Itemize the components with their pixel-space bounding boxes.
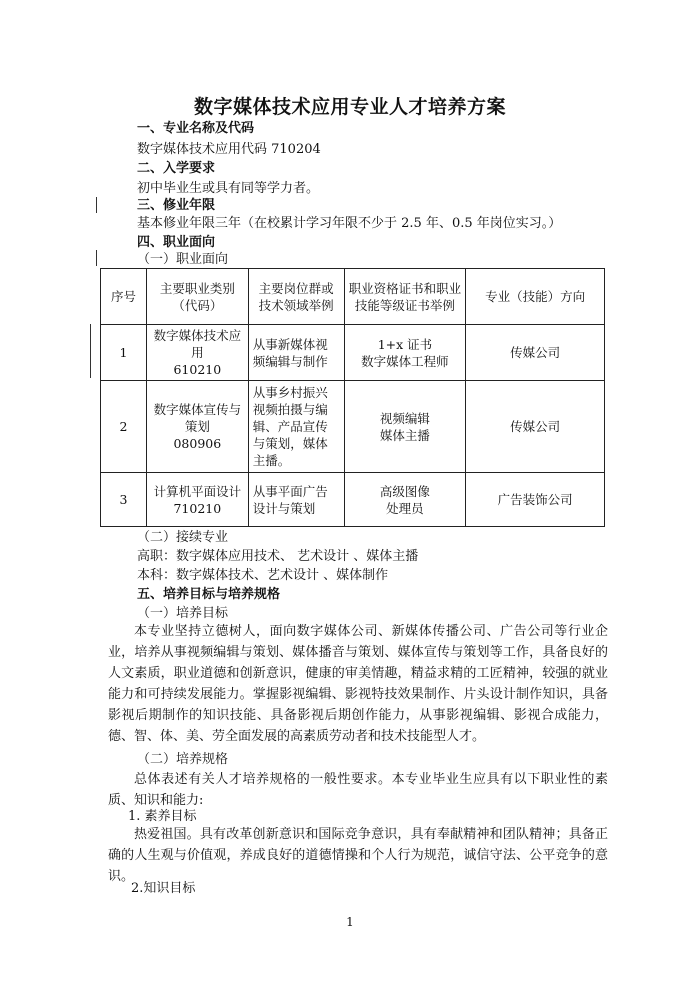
quality-text: 热爱祖国。具有改革创新意识和国际竞争意识，具有奉献精神和团队精神；具备正确的人生观与价值观，养成良好的道德情操和个人行为规范，诚信守法、公平竞争的意识。 (108, 827, 608, 884)
direction: 广告装饰公司 (466, 473, 605, 527)
certificate: 数字媒体工程师 (361, 353, 449, 369)
certificate: 视频编辑 (379, 410, 430, 426)
item-1-heading: 1. 素养目标 (128, 809, 197, 824)
section-4-sub1: （一）职业面向 (137, 252, 229, 267)
table-row (101, 325, 605, 381)
section-5-sub1: （一）培养目标 (137, 606, 229, 621)
row-number: 1 (101, 325, 147, 381)
row-number: 2 (101, 381, 147, 473)
category-name: 计算机平面设计 (153, 483, 242, 499)
section-5-heading: 五、培养目标与培养规格 (137, 587, 281, 602)
table-header-cell: 主要岗位群或技术领域举例 (248, 269, 344, 325)
certificate: 高级图像 (379, 483, 430, 499)
position-examples: 从事平面广告设计与策划 (248, 473, 344, 527)
spec-paragraph (108, 769, 608, 811)
certificate: 处理员 (386, 500, 424, 516)
job-category (146, 325, 248, 381)
direction: 传媒公司 (466, 381, 605, 473)
undergraduate-majors: 本科：数字媒体技术、艺术设计 、媒体制作 (137, 568, 389, 583)
goal-paragraph (108, 621, 608, 747)
table-header-cell: 主要职业类别（代码） (146, 269, 248, 325)
item-2-heading: 2.知识目标 (131, 881, 196, 896)
category-name: 数字媒体宣传与策划 (153, 402, 242, 434)
category-code: 710210 (173, 500, 222, 516)
section-4-heading: 四、职业面向 (137, 235, 216, 250)
certificate: 1+x 证书 (377, 336, 433, 352)
section-1-heading: 一、专业名称及代码 (137, 121, 255, 136)
revision-bar (96, 250, 97, 266)
section-4-sub2: （二）接续专业 (137, 530, 229, 545)
section-5-sub2: （二）培养规格 (137, 752, 229, 767)
table-row (101, 473, 605, 527)
row-number: 3 (101, 473, 147, 527)
job-category (146, 473, 248, 527)
quality-paragraph (108, 824, 608, 887)
table-header-cell: 序号 (101, 269, 147, 325)
revision-bar (96, 197, 97, 213)
revision-bar (90, 324, 91, 378)
document-title: 数字媒体技术应用专业人才培养方案 (193, 96, 506, 118)
spec-text: 总体表述有关人才培养规格的一般性要求。本专业毕业生应具有以下职业性的素质、知识和能力: (108, 772, 608, 808)
certificates (344, 473, 466, 527)
category-code: 610210 (173, 362, 222, 377)
higher-vocational-majors: 高职：数字媒体应用技术、 艺术设计 、媒体主播 (137, 549, 419, 564)
section-3-text: 基本修业年限三年（在校累计学习年限不少于 2.5 年、0.5 年岗位实习。） (137, 216, 562, 231)
page-number: 1 (346, 915, 354, 929)
section-2-text: 初中毕业生或具有同等学力者。 (137, 181, 320, 196)
category-name: 数字媒体技术应用 (153, 328, 242, 360)
table-header-row (101, 269, 605, 325)
table-header-cell: 职业资格证书和职业技能等级证书举例 (344, 269, 466, 325)
goal-text: 本专业坚持立德树人，面向数字媒体公司、新媒体传播公司、广告公司等行业企业，培养从事视频编辑与策划、媒体播音与策划、媒体宣传与策划等工作，具备良好的人文素质，职业道德和创新意识，健康的审美情趣，精益求精的工匠精神，较强的就业能力和可持续发展能力。掌握影视编辑、影视特技效果制作、片头设计制作知识，具备影视后期制作的知识技能、具备影视后期创作能力，从事影视编辑、影视合成能力，德、智、体、美、劳全面发展的高素质劳动者和技术技能型人才。 (108, 624, 608, 744)
job-category (146, 381, 248, 473)
certificates (344, 325, 466, 381)
direction: 传媒公司 (466, 325, 605, 381)
section-2-heading: 二、入学要求 (137, 161, 216, 176)
section-1-text: 数字媒体技术应用代码 710204 (137, 142, 321, 157)
position-examples: 从事新媒体视频编辑与制作 (248, 325, 344, 381)
career-table (100, 268, 605, 527)
section-3-heading: 三、修业年限 (137, 198, 216, 213)
table-header-cell: 专业（技能）方向 (466, 269, 605, 325)
position-examples: 从事乡村振兴视频拍摄与编辑、产品宣传与策划，媒体主播。 (248, 381, 344, 473)
table-row (101, 381, 605, 473)
certificates (344, 381, 466, 473)
category-code: 080906 (173, 436, 222, 451)
certificate: 媒体主播 (379, 427, 430, 443)
